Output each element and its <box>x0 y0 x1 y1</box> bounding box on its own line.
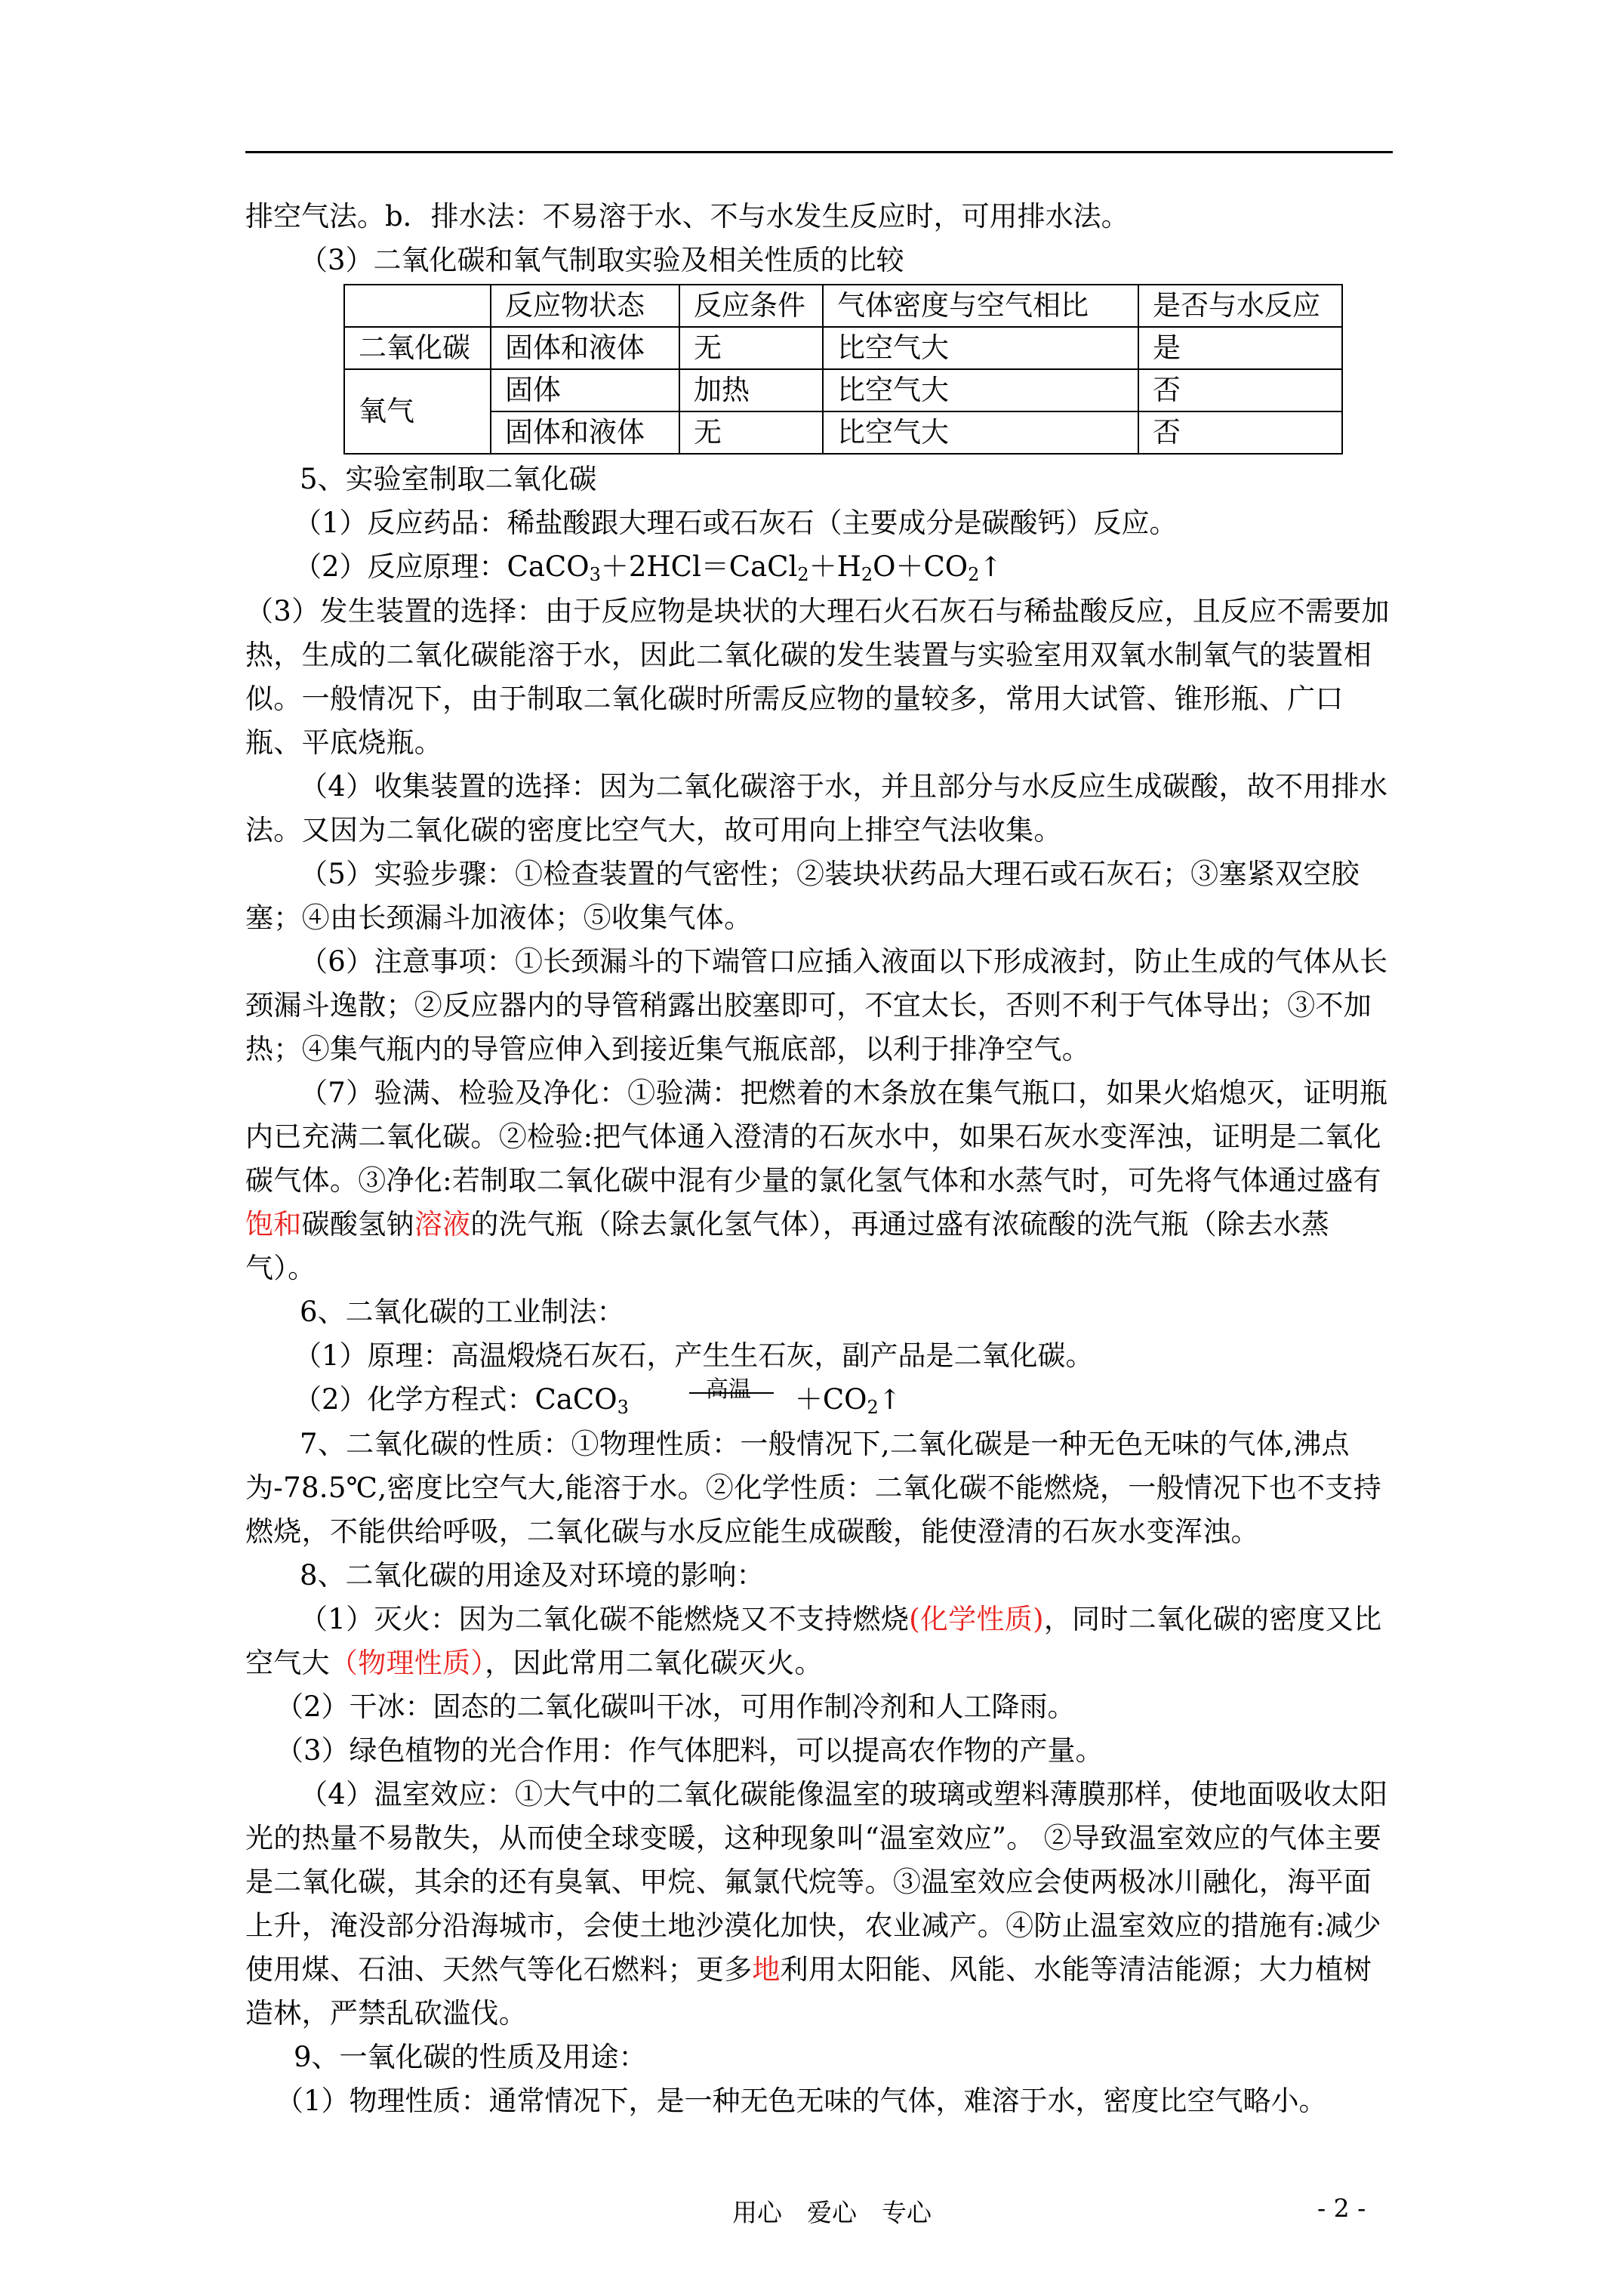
table-cell <box>344 285 491 327</box>
paragraph: （5）实验步骤：①检查装置的气密性；②装块状药品大理石或石灰石；③塞紧双空胶塞；④由长颈漏斗加液体；⑤收集气体。 <box>245 858 1360 934</box>
subscript: 2 <box>867 1397 879 1418</box>
subscript: 2 <box>861 564 873 585</box>
section-heading: 9、一氧化碳的性质及用途： <box>294 2041 647 2073</box>
condition-label: 高温 <box>705 1376 751 1403</box>
equation-text: （2）反应原理：CaCO <box>294 550 590 583</box>
table-cell: 固体和液体 <box>491 327 679 369</box>
highlighted-text: （物理性质） <box>329 1647 485 1679</box>
paragraph: 7、二氧化碳的性质：①物理性质：一般情况下,二氧化碳是一种无色无味的气体,沸点为-78.5℃,密度比空气大,能溶于水。②化学性质：二氧化碳不能燃烧，一般情况下也不支持燃烧，不能供给呼吸，二氧化碳与水反应能生成碳酸，能使澄清的石灰水变浑浊。 <box>245 1428 1381 1548</box>
table-header-cell: 反应条件 <box>679 285 823 327</box>
equation-text: ＋H <box>808 550 861 583</box>
table-cell: 无 <box>679 327 823 369</box>
paragraph: （2）干冰：固态的二氧化碳叫干冰，可用作制冷剂和人工降雨。 <box>276 1690 1076 1723</box>
highlighted-text: (化学性质) <box>909 1603 1044 1635</box>
paragraph: （6）注意事项：①长颈漏斗的下端管口应插入液面以下形成液封，防止生成的气体从长颈漏斗逸散；②反应器内的导管稍露出胶塞即可，不宜太长，否则不利于气体导出；③不加热；④集气瓶内的导管应伸入到接近集气瓶底部，以利于排净空气。 <box>245 945 1388 1065</box>
table-cell: 氧气 <box>344 369 491 454</box>
paragraph: （3）发生装置的选择：由于反应物是块状的大理石火石灰石与稀盐酸反应，且反应不需要加热，生成的二氧化碳能溶于水，因此二氧化碳的发生装置与实验室用双氧水制氧气的装置相似。一般情况下，由于制取二氧化碳时所需反应物的量较多，常用大试管、锥形瓶、广口瓶、平底烧瓶。 <box>245 595 1390 759</box>
text-run: 利用太阳能、风能、水能等清洁能源；大力植树造林，严禁乱砍滥伐。 <box>245 1953 1372 2029</box>
section-heading: 5、实验室制取二氧化碳 <box>300 463 597 495</box>
header-rule <box>245 151 1393 153</box>
subscript: 2 <box>797 564 809 585</box>
footer-motto: 用心 爱心 专心 <box>732 2198 932 2227</box>
table-header-row <box>344 285 1342 327</box>
table-cell: 固体和液体 <box>491 411 679 454</box>
highlighted-text: 地 <box>752 1953 781 1986</box>
section-heading: 8、二氧化碳的用途及对环境的影响： <box>300 1559 765 1592</box>
table-cell: 否 <box>1138 369 1342 411</box>
paragraph: （1）原理：高温煅烧石灰石，产生生石灰，副产品是二氧化碳。 <box>294 1339 1094 1372</box>
table-row <box>344 327 1342 369</box>
reaction-equation <box>245 545 1393 590</box>
text-run: ，同时二氧化碳的密度又比空气大 <box>245 1603 1382 1679</box>
paragraph <box>245 1071 1393 1290</box>
equation-text: ＋2HCl＝CaCl <box>600 550 798 583</box>
text-run: 的洗气瓶（除去氯化氢气体），再通过盛有浓硫酸的洗气瓶（除去水蒸气）。 <box>245 1208 1330 1284</box>
table-cell: 比空气大 <box>823 411 1138 454</box>
equation-text: ＋CO <box>794 1383 867 1416</box>
paragraph: （1）反应药品：稀盐酸跟大理石或石灰石（主要成分是碳酸钙）反应。 <box>294 507 1178 539</box>
page-number: - 2 - <box>1317 2193 1366 2223</box>
paragraph <box>245 1773 1393 2036</box>
table-header-cell: 是否与水反应 <box>1138 285 1342 327</box>
table-header-cell: 气体密度与空气相比 <box>823 285 1138 327</box>
paragraph: （3）绿色植物的光合作用：作气体肥料，可以提高农作物的产量。 <box>276 1734 1104 1767</box>
table-cell: 固体 <box>491 369 679 411</box>
text-run: ，因此常用二氧化碳灭火。 <box>485 1647 823 1679</box>
paragraph-exhaust-method: 排空气法。b．排水法：不易溶于水、不与水发生反应时，可用排水法。 <box>245 200 1129 233</box>
text-run: （7）验满、检验及净化：①验满：把燃着的木条放在集气瓶口，如果火焰熄灭，证明瓶内已充满二氧化碳。②检验:把气体通入澄清的石灰水中，如果石灰水变浑浊，证明是二氧化碳气体。③净化:若制取二氧化碳中混有少量的氯化氢气体和水蒸气时，可先将气体通过盛有 <box>245 1077 1388 1197</box>
text-run: 碳酸氢钠 <box>301 1208 414 1240</box>
table-cell: 加热 <box>679 369 823 411</box>
subscript: 3 <box>589 564 601 585</box>
condition-line <box>689 1392 774 1394</box>
reaction-condition <box>689 1376 795 1413</box>
comparison-table <box>343 284 1343 455</box>
gas-arrow-icon: ↑ <box>979 552 1002 583</box>
table-cell: 无 <box>679 411 823 454</box>
table-row <box>344 411 1342 454</box>
paragraph <box>245 1598 1393 1685</box>
table-cell: 是 <box>1138 327 1342 369</box>
table-header-cell: 反应物状态 <box>491 285 679 327</box>
text-run: （1）灭火：因为二氧化碳不能燃烧又不支持燃烧 <box>300 1603 910 1635</box>
table-caption: （3）二氧化碳和氧气制取实验及相关性质的比较 <box>300 244 904 276</box>
page-content <box>245 195 1393 2123</box>
reaction-equation <box>245 1378 1393 1422</box>
table-row <box>344 369 1342 411</box>
equation-text: O＋CO <box>873 550 969 583</box>
table-cell: 否 <box>1138 411 1342 454</box>
highlighted-text: 溶液 <box>414 1208 471 1240</box>
table-cell: 比空气大 <box>823 369 1138 411</box>
text-run: （4）温室效应：①大气中的二氧化碳能像温室的玻璃或塑料薄膜那样，使地面吸收太阳光的热量不易散失，从而使全球变暖，这种现象叫“温室效应”。 ②导致温室效应的气体主要是二氧化碳，其余的还有臭氧、甲烷、氟氯代烷等。③温室效应会使两极冰川融化，海平面上升，淹没部分沿海城市，会使土地沙漠化加快，农业减产。④防止温室效应的措施有:减少使用煤、石油、天然气等化石燃料；更多 <box>245 1778 1388 1986</box>
table-cell: 二氧化碳 <box>344 327 491 369</box>
equation-text: （2）化学方程式：CaCO <box>294 1383 617 1416</box>
subscript: 3 <box>617 1397 629 1418</box>
highlighted-text: 饱和 <box>245 1208 302 1240</box>
gas-arrow-icon: ↑ <box>878 1385 901 1416</box>
table-cell: 比空气大 <box>823 327 1138 369</box>
subscript: 2 <box>968 564 980 585</box>
section-heading: 6、二氧化碳的工业制法： <box>300 1296 625 1328</box>
paragraph: （1）物理性质：通常情况下，是一种无色无味的气体，难溶于水，密度比空气略小。 <box>276 2085 1327 2117</box>
paragraph: （4）收集装置的选择：因为二氧化碳溶于水，并且部分与水反应生成碳酸，故不用排水法。又因为二氧化碳的密度比空气大，故可用向上排空气法收集。 <box>245 770 1388 846</box>
